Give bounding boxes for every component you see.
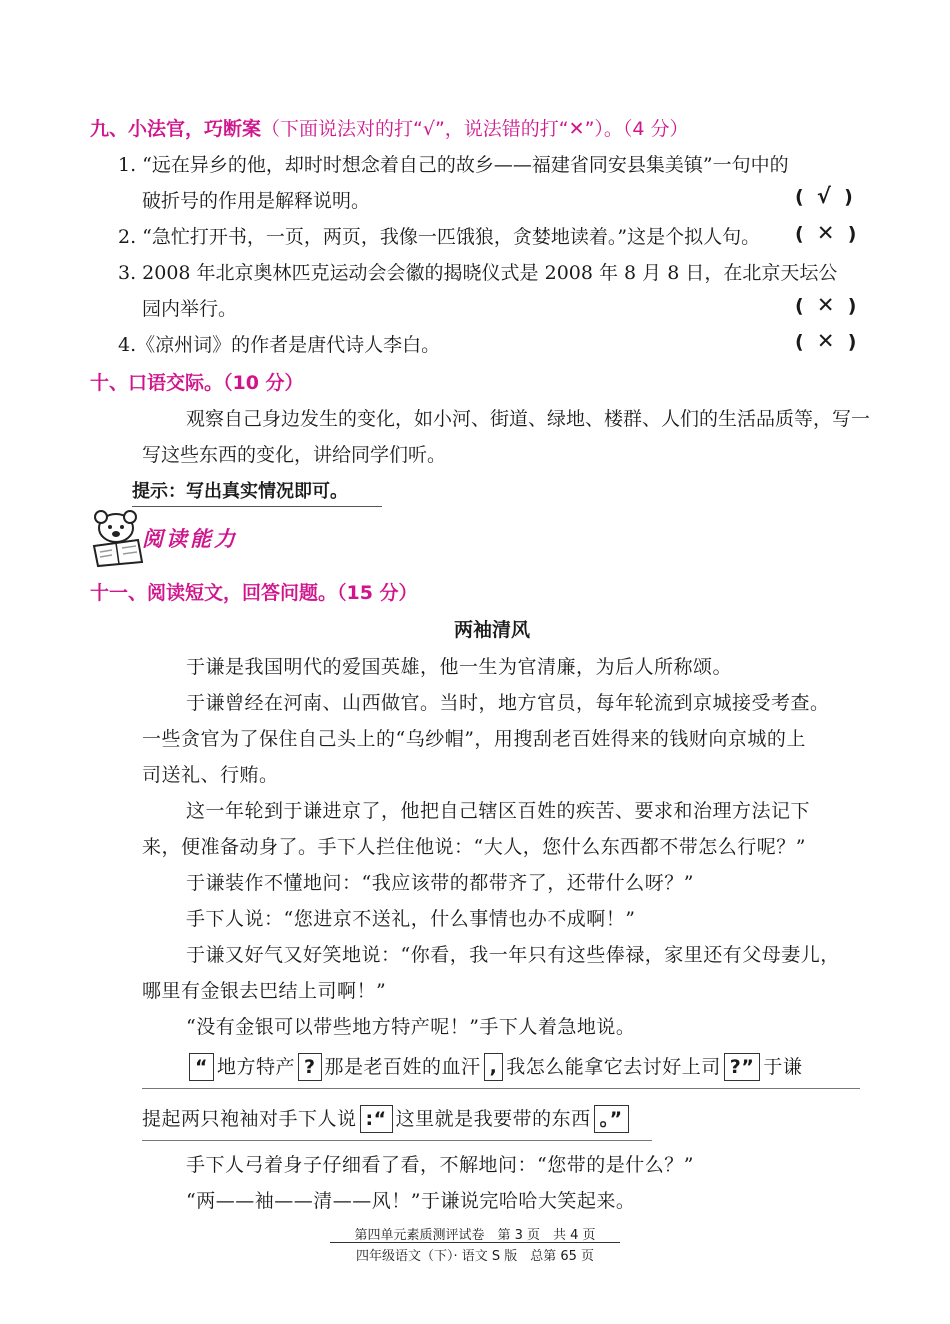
footer-line1: 第四单元素质测评试卷 第 3 页 共 4 页: [354, 1228, 596, 1243]
passage-p6-line2: 哪里有金银去巴结上司啊！”: [142, 980, 387, 1002]
s10-para-line2: 写这些东西的变化，讲给同学们听。: [142, 444, 447, 466]
passage-title: 两袖清风: [454, 619, 531, 641]
reading-section-header: 阅读能力: [142, 526, 238, 551]
s9-item-3-line1: 3. 2008 年北京奥林匹克运动会会徽的揭晓仪式是 2008 年 8 月 8 日，在北京天坛公: [118, 262, 838, 284]
s9-item-3-answer: ( ✕ ): [795, 293, 857, 317]
answer-mark: ✕: [816, 221, 835, 245]
fill-underline-2: [142, 1140, 652, 1141]
punct-box-6[interactable]: 。”: [594, 1105, 629, 1133]
passage-p7: “没有金银可以带些地方特产呢！”手下人着急地说。: [186, 1016, 636, 1038]
answer-mark: √: [816, 184, 831, 208]
s9-item-1-line1: 1. “远在异乡的他，却时时想念着自己的故乡——福建省同安县集美镇”一句中的: [118, 154, 789, 176]
passage-p2-line3: 司送礼、行贿。: [142, 764, 279, 786]
passage-p1: 于谦是我国明代的爱国英雄，他一生为官清廉，为后人所称颂。: [186, 656, 733, 678]
fill-underline-1: [142, 1088, 860, 1089]
s10-hint: 提示：写出真实情况即可。: [132, 477, 382, 507]
reading-bear-icon: [86, 510, 146, 568]
passage-p3-line1: 这一年轮到于谦进京了，他把自己辖区百姓的疾苦、要求和治理方法记下: [186, 800, 811, 822]
passage-p10: “两——袖——清——风！”于谦说完哈哈大笑起来。: [186, 1190, 636, 1212]
section-9-title: 九、小法官，巧断案: [90, 118, 262, 140]
passage-p2-line2: 一些贪官为了保住自己头上的“乌纱帽”，用搜刮老百姓得来的钱财向京城的上: [142, 728, 806, 750]
section-9-instruction: （下面说法对的打“√”，说法错的打“✕”）。（4 分）: [261, 118, 689, 140]
passage-p9: 手下人弓着身子仔细看了看，不解地问：“您带的是什么？”: [186, 1154, 694, 1176]
s9-item-4-answer: ( ✕ ): [795, 329, 857, 353]
answer-mark: ✕: [816, 329, 835, 353]
passage-p2-line1: 于谦曾经在河南、山西做官。当时，地方官员，每年轮流到京城接受考查。: [186, 692, 830, 714]
punctuation-fill-line1: “ 地方特产 ? 那是老百姓的血汗 , 我怎么能拿它去讨好上司 ?” 于谦: [186, 1052, 802, 1081]
s9-item-4-line1: 4.《凉州词》的作者是唐代诗人李白。: [118, 334, 441, 356]
footer-divider: [330, 1242, 620, 1243]
passage-p6-line1: 于谦又好气又好笑地说：“你看，我一年只有这些俸禄，家里还有父母妻儿，: [186, 944, 840, 966]
punct-box-2[interactable]: ?: [298, 1053, 322, 1081]
footer-line2: 四年级语文（下）· 语文 S 版 总第 65 页: [355, 1249, 595, 1264]
punct-box-4[interactable]: ?”: [724, 1053, 761, 1081]
punct-box-3[interactable]: ,: [484, 1053, 504, 1081]
s10-para-line1: 观察自己身边发生的变化，如小河、街道、绿地、楼群、人们的生活品质等，写一: [186, 408, 871, 430]
answer-mark: ✕: [816, 293, 835, 317]
section-10-heading: 十、口语交际。（10 分）: [90, 372, 304, 394]
s9-item-2-answer: ( ✕ ): [795, 221, 857, 245]
s9-item-1-line2: 破折号的作用是解释说明。: [142, 190, 371, 212]
punctuation-fill-line2: 提起两只袍袖对手下人说 :“ 这里就是我要带的东西 。”: [142, 1104, 632, 1133]
passage-p4: 于谦装作不懂地问：“我应该带的都带齐了，还带什么呀？”: [186, 872, 694, 894]
passage-p5: 手下人说：“您进京不送礼，什么事情也办不成啊！”: [186, 908, 636, 930]
section-9-heading: [90, 114, 689, 141]
passage-p3-line2: 来，便准备动身了。手下人拦住他说：“大人，您什么东西都不带怎么行呢？”: [142, 836, 806, 858]
punct-box-5[interactable]: :“: [360, 1105, 393, 1133]
section-11-heading: 十一、阅读短文，回答问题。（15 分）: [90, 582, 418, 604]
s9-item-1-answer: ( √ ): [795, 184, 853, 208]
s9-item-2-line1: 2. “急忙打开书，一页，两页，我像一匹饿狼，贪婪地读着。”这是个拟人句。: [118, 226, 761, 248]
s9-item-3-line2: 园内举行。: [142, 298, 238, 320]
punct-box-1[interactable]: “: [189, 1053, 214, 1081]
